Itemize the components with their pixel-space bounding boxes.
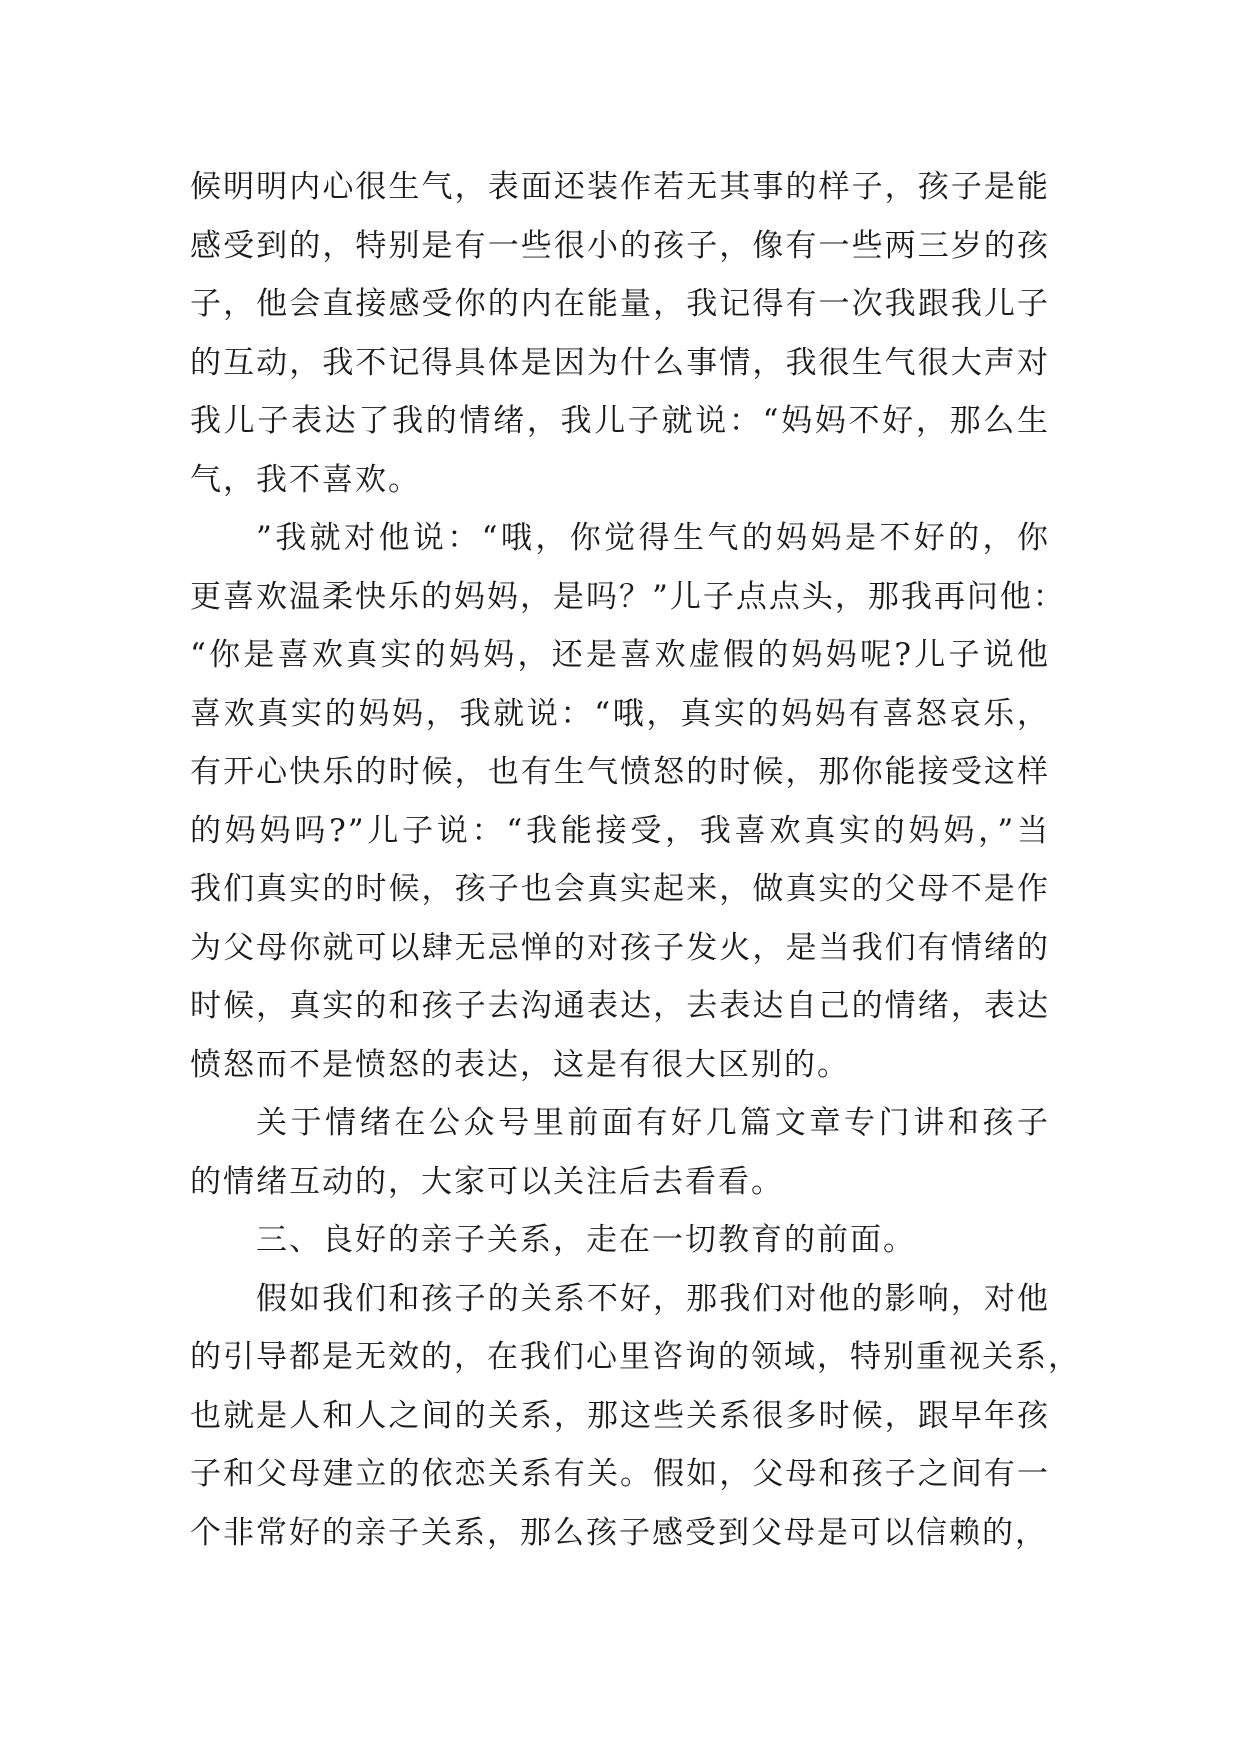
text-line: 假如我们和孩子的关系不好，那我们对他的影响，对他 (256, 1280, 1050, 1317)
text-line: 感受到的，特别是有一些很小的孩子，像有一些两三岁的孩 (190, 227, 1050, 264)
text-line: 我们真实的时候，孩子也会真实起来，做真实的父母不是作 (190, 871, 1050, 907)
paragraph (190, 509, 1066, 1094)
text-line: 的引导都是无效的，在我们心里咨询的领域，特别重视关系， (190, 1339, 1081, 1375)
paragraph (190, 1094, 1050, 1211)
text-line: ”我就对他说：“哦，你觉得生气的妈妈是不好的，你 (256, 520, 1050, 556)
text-line: 时候，真实的和孩子去沟通表达，去表达自己的情绪，表达 (190, 988, 1050, 1024)
text-line: 更喜欢温柔快乐的妈妈，是吗？”儿子点点头，那我再问他： (190, 578, 1066, 615)
paragraph (190, 1211, 1050, 1270)
text-line: 我儿子表达了我的情绪，我儿子就说：“妈妈不好，那么生 (190, 403, 1050, 439)
paragraph (190, 158, 1050, 509)
document-body (190, 158, 1081, 1562)
text-line: “你是喜欢真实的妈妈，还是喜欢虚假的妈妈呢?儿子说他 (190, 637, 1050, 673)
text-line: 候明明内心很生气，表面还装作若无其事的样子，孩子是能 (190, 169, 1050, 205)
text-line: 也就是人和人之间的关系，那这些关系很多时候，跟早年孩 (190, 1397, 1050, 1434)
text-line: 为父母你就可以肆无忌惮的对孩子发火，是当我们有情绪的 (190, 929, 1050, 966)
text-line: 有开心快乐的时候，也有生气愤怒的时候，那你能接受这样 (190, 754, 1050, 790)
paragraph (190, 1270, 1081, 1563)
text-line: 子，他会直接感受你的内在能量，我记得有一次我跟我儿子 (190, 286, 1050, 322)
text-line: 气，我不喜欢。 (190, 461, 421, 498)
text-line: 的妈妈吗?”儿子说：“我能接受，我喜欢真实的妈妈，”当 (190, 812, 1050, 849)
text-line: 子和父母建立的依恋关系有关。假如，父母和孩子之间有一 (190, 1456, 1050, 1492)
text-line: 个非常好的亲子关系，那么孩子感受到父母是可以信赖的， (190, 1514, 1048, 1551)
text-line: 的情绪互动的，大家可以关注后去看看。 (190, 1163, 784, 1200)
text-line: 的互动，我不记得具体是因为什么事情，我很生气很大声对 (190, 344, 1050, 381)
text-line: 关于情绪在公众号里前面有好几篇文章专门讲和孩子 (256, 1105, 1050, 1141)
text-line: 愤怒而不是愤怒的表达，这是有很大区别的。 (190, 1046, 850, 1083)
text-line: 三、良好的亲子关系，走在一切教育的前面。 (256, 1222, 916, 1258)
text-line: 喜欢真实的妈妈，我就说：“哦，真实的妈妈有喜怒哀乐， (190, 695, 1050, 732)
